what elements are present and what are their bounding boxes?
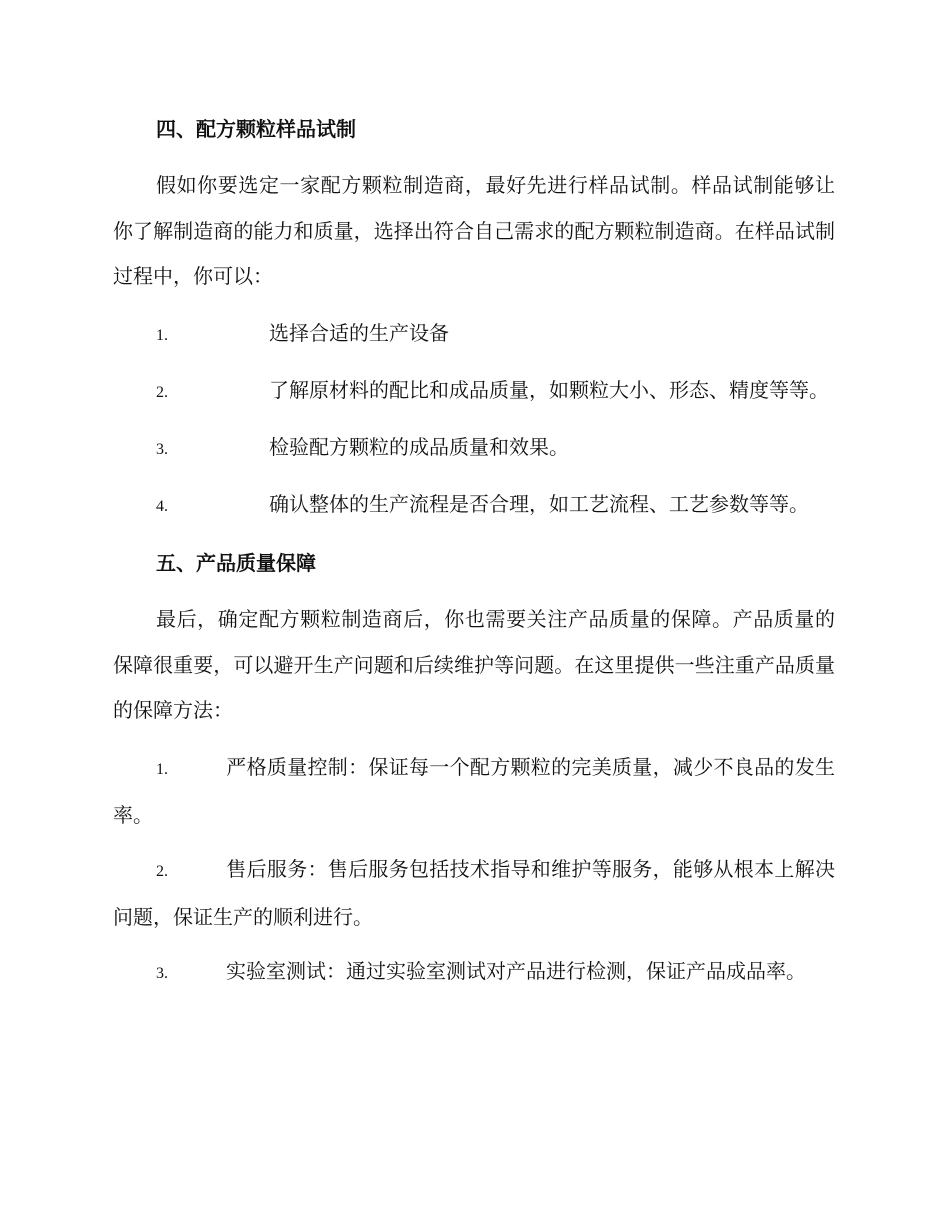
list-item xyxy=(113,425,835,473)
section-heading-sample-trial: 四、配方颗粒样品试制 xyxy=(156,117,356,141)
list-item xyxy=(113,368,835,416)
section-heading-quality-assurance: 五、产品质量保障 xyxy=(156,551,316,575)
list-item xyxy=(113,847,835,940)
section-intro-paragraph: 假如你要选定一家配方颗粒制造商，最好先进行样品试制。样品试制能够让你了解制造商的能力和质量，选择出符合自己需求的配方颗粒制造商。在样品试制过程中，你可以： xyxy=(113,173,835,289)
list-item-number: 3. xyxy=(156,965,168,982)
list-item-text: 售后服务：售后服务包括技术指导和维护等服务，能够从根本上解决问题，保证生产的顺利进行。 xyxy=(113,857,835,929)
list-item-text: 选择合适的生产设备 xyxy=(269,321,449,345)
list-item-text: 检验配方颗粒的成品质量和效果。 xyxy=(269,435,569,459)
list-item-number: 2. xyxy=(156,863,168,880)
list-item-text: 严格质量控制：保证每一个配方颗粒的完美质量，减少不良品的发生率。 xyxy=(113,755,835,827)
list-item-text: 确认整体的生产流程是否合理，如工艺流程、工艺参数等等。 xyxy=(269,492,809,516)
list-item-number: 1. xyxy=(156,761,168,778)
list-item-text: 了解原材料的配比和成品质量，如颗粒大小、形态、精度等等。 xyxy=(269,378,829,402)
list-item xyxy=(113,745,835,838)
list-item xyxy=(113,482,835,530)
list-item-number: 2. xyxy=(156,384,168,401)
list-item-text: 实验室测试：通过实验室测试对产品进行检测，保证产品成品率。 xyxy=(226,959,806,983)
list-item-number: 1. xyxy=(156,327,168,344)
list-item xyxy=(113,311,835,359)
list-item-number: 3. xyxy=(156,441,168,458)
list-item-number: 4. xyxy=(156,498,168,515)
section-intro-paragraph: 最后，确定配方颗粒制造商后，你也需要关注产品质量的保障。产品质量的保障很重要，可以避开生产问题和后续维护等问题。在这里提供一些注重产品质量的保障方法： xyxy=(113,607,835,723)
list-item xyxy=(113,949,835,997)
